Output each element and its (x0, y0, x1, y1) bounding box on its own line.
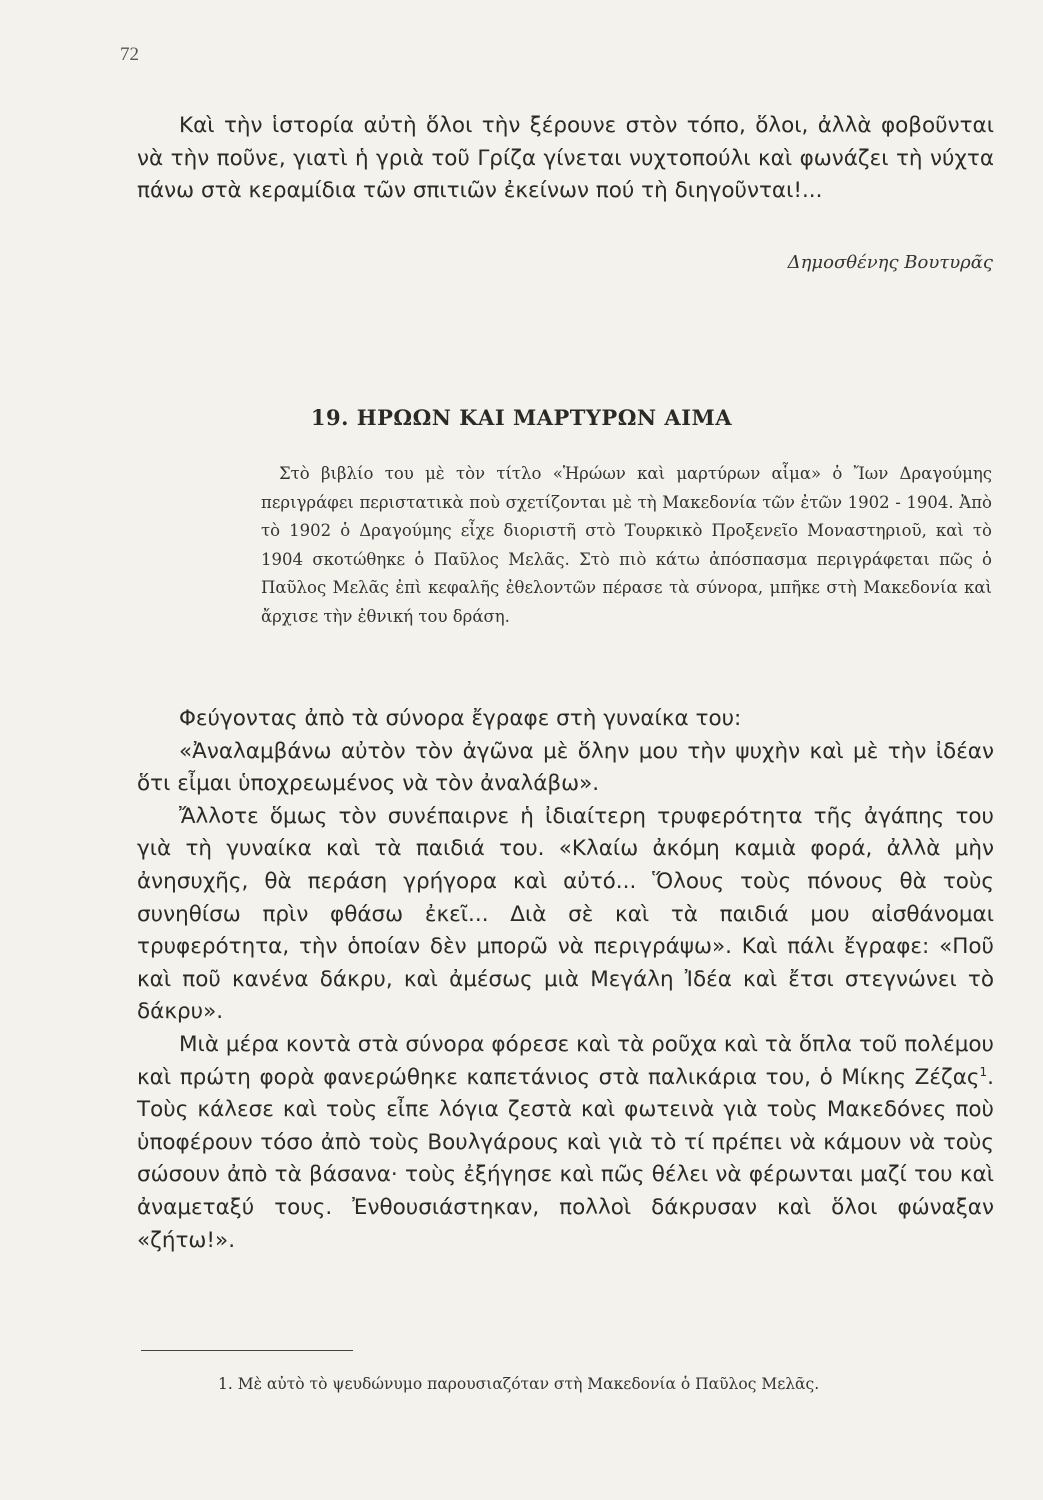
page-number: 72 (120, 44, 139, 65)
paragraph-4 (137, 1029, 994, 1257)
section-heading: 19. ΗΡΩΩΝ ΚΑΙ ΜΑΡΤΥΡΩΝ ΑΙΜΑ (310, 405, 733, 430)
footnote: 1. Μὲ αὐτὸ τὸ ψευδώνυμο παρουσιαζόταν στὴ Μακεδονία ὁ Παῦλος Μελᾶς. (218, 1375, 820, 1393)
story-paragraph: Καὶ τὴν ἱστορία αὐτὴ ὅλοι τὴν ξέρουνε στὸν τόπο, ὅλοι, ἀλλὰ φοβοῦνται νὰ τὴν ποῦνε, γιατὶ ἡ γριὰ τοῦ Γρίζα γίνεται νυχτοπούλι καὶ φωνάζει τὴ νύχτα πάνω στὰ κεραμίδια τῶν σπιτιῶν ἐκείνων πού τὴ διηγοῦνται!... (137, 113, 994, 204)
paragraph-3: Ἄλλοτε ὅμως τὸν συνέπαιρνε ἡ ἰδιαίτερη τρυφερότητα τῆς ἀγάπης του γιὰ τὴ γυναίκα καὶ τὰ παιδιά του. «Κλαίω ἀκόμη καμιὰ φορά, ἀλλὰ μὴν ἀνησυχῆς, θὰ περάση γρήγορα καὶ αὐτό... Ὅλους τοὺς πόνους θὰ τοὺς συνηθίσω πρὶν φθάσω ἐκεῖ... Διὰ σὲ καὶ τὰ παιδιά μου αἰσθάνομαι τρυφερότητα, τὴν ὁποίαν δὲν μπορῶ νὰ περιγράψω». Καὶ πάλι ἔγραφε: «Ποῦ καὶ ποῦ κανένα δάκρυ, καὶ ἀμέσως μιὰ Μεγάλη Ἰδέα καὶ ἔτσι στεγνώνει τὸ δάκρυ». (137, 803, 994, 1025)
main-text (137, 703, 994, 1257)
paragraph-4-part-b: . Τοὺς κάλεσε καὶ τοὺς εἶπε λόγια ζεστὰ καὶ φωτεινὰ γιὰ τοὺς Μακεδόνες ποὺ ὑποφέρουν τόσο ἀπὸ τοὺς Βουλγάρους καὶ γιὰ τὸ τί πρέπει νὰ κάμουν νὰ τοὺς σώσουν ἀπὸ τὰ βάσανα· τοὺς ἐξήγησε καὶ πῶς θέλει νὰ φέρωνται μαζί του καὶ ἀναμεταξύ τους. Ἐνθουσιάστηκαν, πολλοὶ δάκρυσαν καὶ ὅλοι φώναξαν «ζήτω!». (137, 1064, 994, 1253)
paragraph-4-part-a: Μιὰ μέρα κοντὰ στὰ σύνορα φόρεσε καὶ τὰ ροῦχα καὶ τὰ ὅπλα τοῦ πολέμου καὶ πρώτη φορὰ φανερώθηκε καπετάνιος στὰ παλικάρια του, ὁ Μίκης Ζέζας (137, 1031, 994, 1090)
author-signature: Δημοσθένης Βουτυρᾶς (787, 252, 993, 273)
paragraph-1: Φεύγοντας ἀπὸ τὰ σύνορα ἔγραφε στὴ γυναίκα του: (179, 706, 742, 731)
footnote-marker: 1 (979, 1064, 988, 1079)
footnote-divider (141, 1350, 353, 1351)
story-ending (137, 110, 994, 208)
section-intro: Στὸ βιβλίο του μὲ τὸν τίτλο «Ἡρώων καὶ μαρτύρων αἷμα» ὁ Ἴων Δραγούμης περιγράφει περιστατικὰ ποὺ σχετίζονται μὲ τὴ Μακεδονία τῶν ἐτῶν 1902 - 1904. Ἀπὸ τὸ 1902 ὁ Δραγούμης εἶχε διοριστῆ στὸ Τουρκικὸ Προξενεῖο Μοναστηριοῦ, καὶ τὸ 1904 σκοτώθηκε ὁ Παῦλος Μελᾶς. Στὸ πιὸ κάτω ἀπόσπασμα περιγράφεται πῶς ὁ Παῦλος Μελᾶς ἐπὶ κεφαλῆς ἐθελοντῶν πέρασε τὰ σύνορα, μπῆκε στὴ Μακεδονία καὶ ἄρχισε τὴν ἐθνική του δράση. (261, 464, 992, 626)
paragraph-2: «Ἀναλαμβάνω αὐτὸν τὸν ἀγῶνα μὲ ὅλην μου τὴν ψυχὴν καὶ μὲ τὴν ἰδέαν ὅτι εἶμαι ὑποχρεωμένος νὰ τὸν ἀναλάβω». (137, 738, 994, 797)
